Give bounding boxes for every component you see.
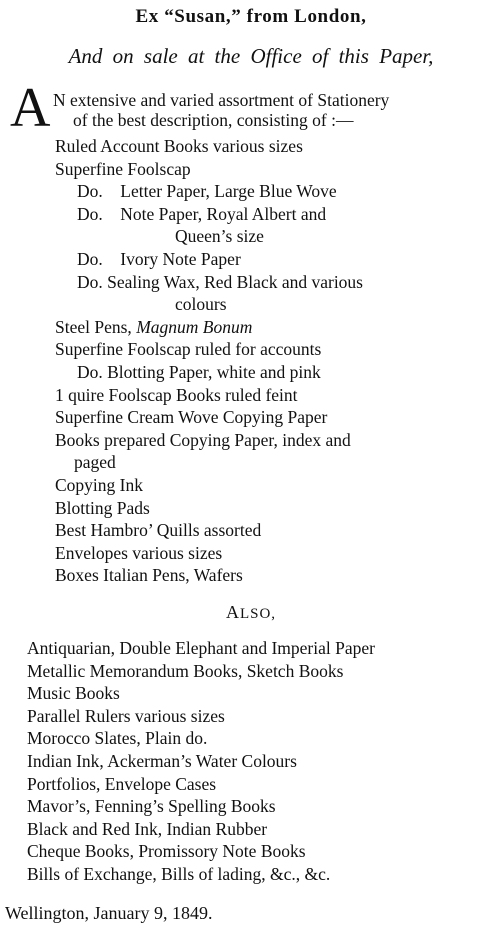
list-item: Do. Blotting Paper, white and pink [77, 361, 321, 382]
list-item: Music Books [27, 683, 120, 704]
list-item: Portfolios, Envelope Cases [27, 773, 217, 794]
list-item-text: Steel Pens, [55, 316, 132, 337]
list-item: Superfine Cream Wove Copying Paper [55, 407, 328, 428]
list-item: Parallel Rulers various sizes [27, 705, 225, 726]
list-item: Best Hambro’ Quills assorted [55, 520, 262, 541]
also-rest: LSO, [239, 606, 277, 622]
list-item: Metallic Memorandum Books, Sketch Books [27, 660, 344, 681]
also-heading [0, 602, 502, 624]
list-item: Do. Letter Paper, Large Blue Wove [77, 181, 337, 202]
list-item: Books prepared Copying Paper, index and [55, 429, 351, 450]
intro-line-2: of the best description, consisting of :— [73, 110, 354, 130]
additional-items-list [27, 637, 502, 886]
list-item-continuation: colours [175, 294, 227, 315]
list-item: Cheque Books, Promissory Note Books [27, 841, 306, 862]
drop-cap: A [10, 77, 51, 139]
list-item-continuation: Queen’s size [175, 226, 264, 247]
list-item: Do. Sealing Wax, Red Black and various [77, 271, 363, 292]
list-item-continuation: paged [74, 452, 116, 473]
ad-subtitle: And on sale at the Office of this Paper, [68, 44, 434, 68]
list-item: Do. Note Paper, Royal Albert and [77, 203, 327, 224]
list-item: Bills of Exchange, Bills of lading, &c., &c. [27, 863, 331, 884]
list-item: Antiquarian, Double Elephant and Imperial Paper [27, 638, 375, 658]
list-item: Morocco Slates, Plain do. [27, 728, 208, 749]
list-item: 1 quire Foolscap Books ruled feint [55, 384, 298, 405]
list-item: Superfine Foolscap [55, 158, 191, 179]
dateline: Wellington, January 9, 1849. [5, 903, 213, 923]
list-item [55, 316, 500, 339]
brand-name: Magnum Bonum [136, 316, 253, 337]
intro-line-1: N extensive and varied assortment of Stationery [53, 90, 390, 110]
list-item: Blotting Pads [55, 497, 150, 518]
list-item: Boxes Italian Pens, Wafers [55, 565, 243, 586]
list-item: Ruled Account Books various sizes [55, 136, 303, 156]
stationery-list [55, 135, 500, 587]
list-item: Superfine Foolscap ruled for accounts [55, 339, 322, 360]
list-item: Envelopes various sizes [55, 542, 223, 563]
also-first-letter: A [225, 602, 240, 622]
list-item: Mavor’s, Fenning’s Spelling Books [27, 796, 276, 817]
list-item: Black and Red Ink, Indian Rubber [27, 818, 268, 839]
list-item: Copying Ink [55, 474, 143, 495]
ad-title: Ex “Susan,” from London, [135, 6, 367, 27]
intro-paragraph [53, 90, 389, 130]
list-item: Do. Ivory Note Paper [77, 248, 241, 269]
list-item: Indian Ink, Ackerman’s Water Colours [27, 750, 297, 771]
